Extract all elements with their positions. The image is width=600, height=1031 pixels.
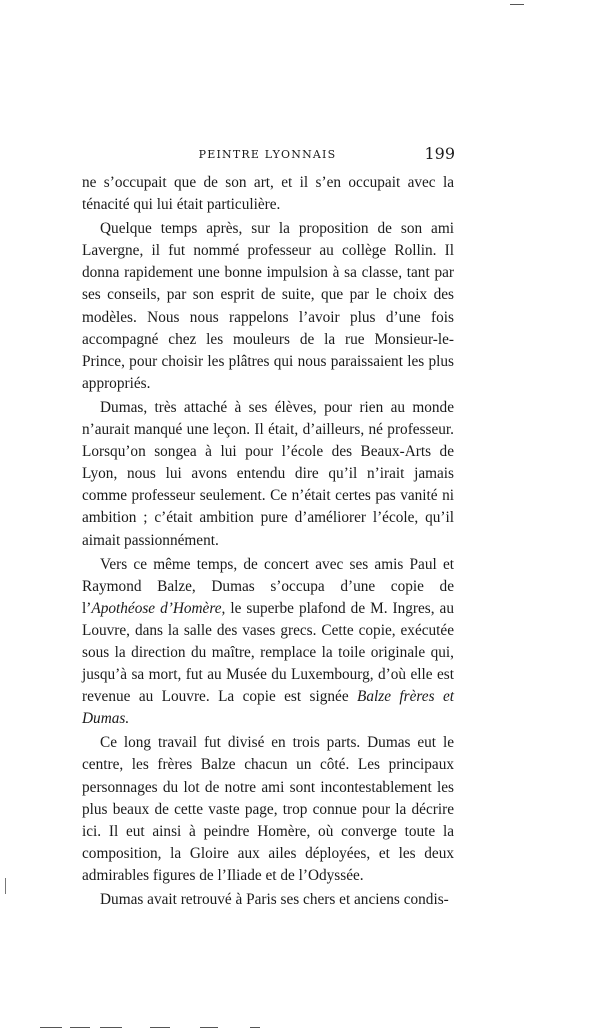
scan-mark [150,1027,170,1028]
scan-mark [100,1027,122,1028]
text-run: Vers ce même temps, de concert avec ses amis Paul et Raymond Balze, Dumas s’occupa d’une copie de l’ [82,555,454,617]
paragraph [82,554,454,731]
text-run: Dumas avait retrouvé à Paris ses chers et anciens condis- [100,891,449,908]
scan-mark [5,878,6,894]
text-run: ne s’occupait que de son art, et il s’en occupait avec la ténacité qui lui était particulière. [82,174,454,214]
paragraph [82,889,454,911]
text-run: Ce long travail fut divisé en trois parts. Dumas eut le centre, les frères Balze chacun un côté. Les principaux personnages du lot de notre ami sont incontestablement les plus beaux de cette vaste page, trop connue pour la décrire ici. Il eut ainsi à peindre Homère, où converge toute la composition, la Gloire aux ailes déployées, et les deux admirables figures de l’Iliade et de l’Odyssée. [82,734,454,884]
scan-mark [70,1027,90,1028]
text-run: le superbe plafond de M. Ingres, au Louvre, dans la salle des vases grecs. Cette copie, exécutée sous la direction du maître, remplace la toile originale qui, jusqu’à sa mort, fut au Musée du Luxembourg, d’où elle est revenue au Louvre. La copie est signée [82,599,454,706]
page-header [80,144,455,168]
paragraph [82,218,454,395]
scan-mark [510,4,524,5]
text-run: Quelque temps après, sur la proposition de son ami Lavergne, il fut nommé professeur au collège Rollin. Il donna rapidement une bonne impulsion à sa classe, tant par ses conseils, par son esprit de suite, que par le choix des modèles. Nous nous rappelons l’avoir plus d’une fois accompagné chez les mouleurs de la rue Monsieur-le-Prince, pour choisir les plâtres qui nous paraissaient les plus appropriés. [82,220,454,392]
page-number: 199 [424,144,455,163]
paragraph [82,172,454,216]
paragraph [82,732,454,887]
paragraph [82,397,454,552]
italic-text: Balze frères et Dumas. [82,688,454,728]
body-text [82,172,454,913]
text-run: Dumas, très attaché à ses élèves, pour rien au monde n’aurait manqué une leçon. Il était, d’ailleurs, né professeur. Lorsqu’on songea à lui pour l’école des Beaux-Arts de Lyon, nous lui avons entendu dire qu’il n’irait jamais comme professeur seulement. Ce n’était certes pas vanité ni ambition ; c’était ambition pure d’améliorer l’école, qu’il aimait passionnément. [82,398,454,549]
italic-text: Apothéose d’Homère, [91,599,226,617]
scan-mark [250,1027,260,1028]
scan-mark [40,1027,62,1028]
running-title: PEINTRE LYONNAIS [198,148,337,161]
scan-mark [200,1027,218,1028]
